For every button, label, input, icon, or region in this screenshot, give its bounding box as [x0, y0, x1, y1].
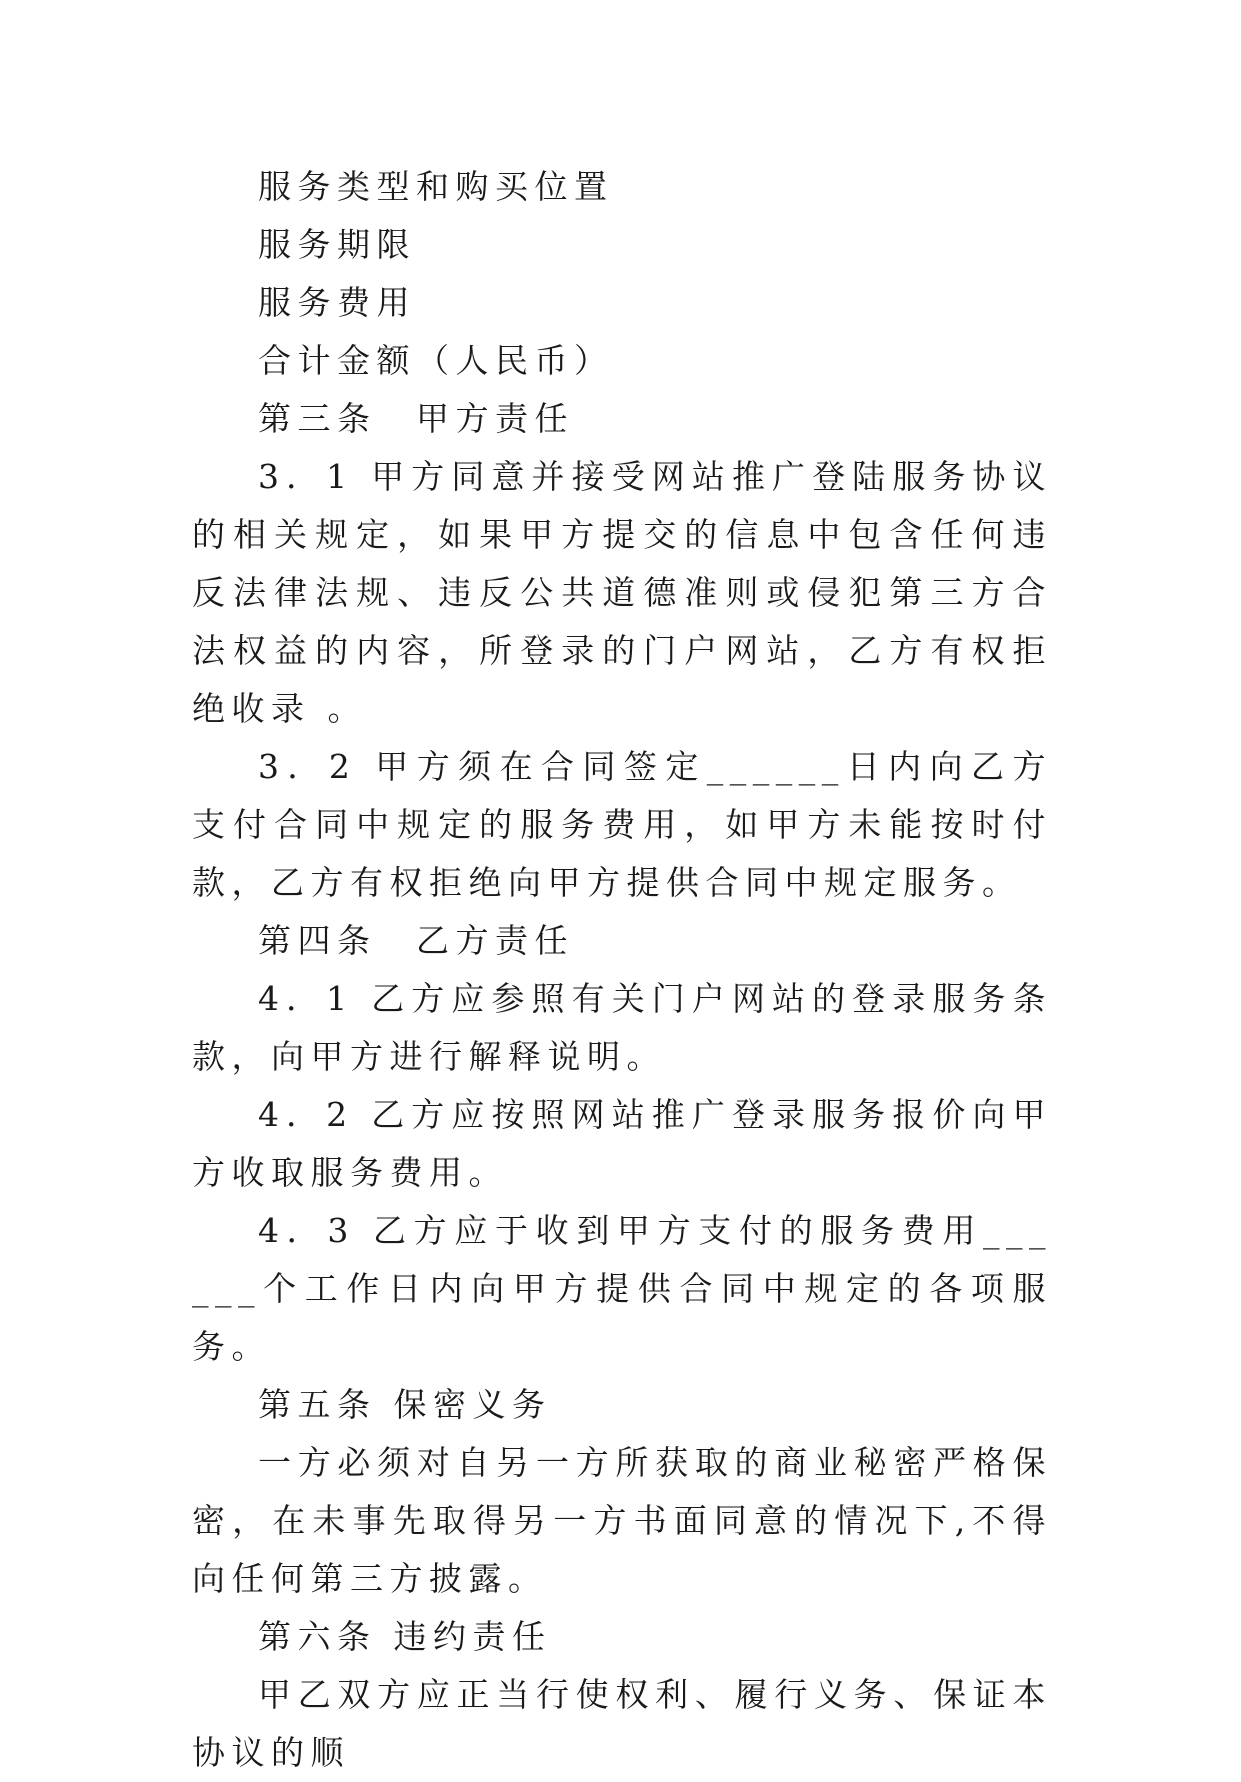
clause-4-2: 4．2 乙方应按照网站推广登录服务报价向甲方收取服务费用。 [192, 1095, 1052, 1192]
clause-4-3: 4．3 乙方应于收到甲方支付的服务费用______个工作日内向甲方提供合同中规定的各项服务。 [192, 1211, 1052, 1366]
paragraph-service-type: 服务类型和购买位置 [258, 167, 614, 206]
article-3-heading: 第三条 甲方责任 [258, 399, 574, 438]
paragraph-total-amount: 合计金额（人民币） [258, 341, 614, 380]
paragraph-service-term: 服务期限 [258, 225, 416, 264]
clause-4-1: 4．1 乙方应参照有关门户网站的登录服务条款，向甲方进行解释说明。 [192, 979, 1052, 1076]
clause-5-body: 一方必须对自另一方所获取的商业秘密严格保密，在未事先取得另一方书面同意的情况下,不得向任何第三方披露。 [192, 1443, 1052, 1598]
clause-3-2: 3．2 甲方须在合同签定______日内向乙方支付合同中规定的服务费用，如甲方未能按时付款，乙方有权拒绝向甲方提供合同中规定服务。 [192, 747, 1052, 902]
article-6-heading: 第六条 违约责任 [258, 1617, 552, 1656]
clause-6-body: 甲乙双方应正当行使权利、履行义务、保证本协议的顺 [192, 1675, 1052, 1772]
article-4-heading: 第四条 乙方责任 [258, 921, 574, 960]
clause-3-1: 3．1 甲方同意并接受网站推广登陆服务协议的相关规定，如果甲方提交的信息中包含任何违反法律法规、违反公共道德准则或侵犯第三方合法权益的内容，所登录的门户网站，乙方有权拒绝收录 。 [192, 457, 1052, 728]
document-body [192, 158, 1052, 1782]
paragraph-service-fee: 服务费用 [258, 283, 416, 322]
article-5-heading: 第五条 保密义务 [258, 1385, 552, 1424]
